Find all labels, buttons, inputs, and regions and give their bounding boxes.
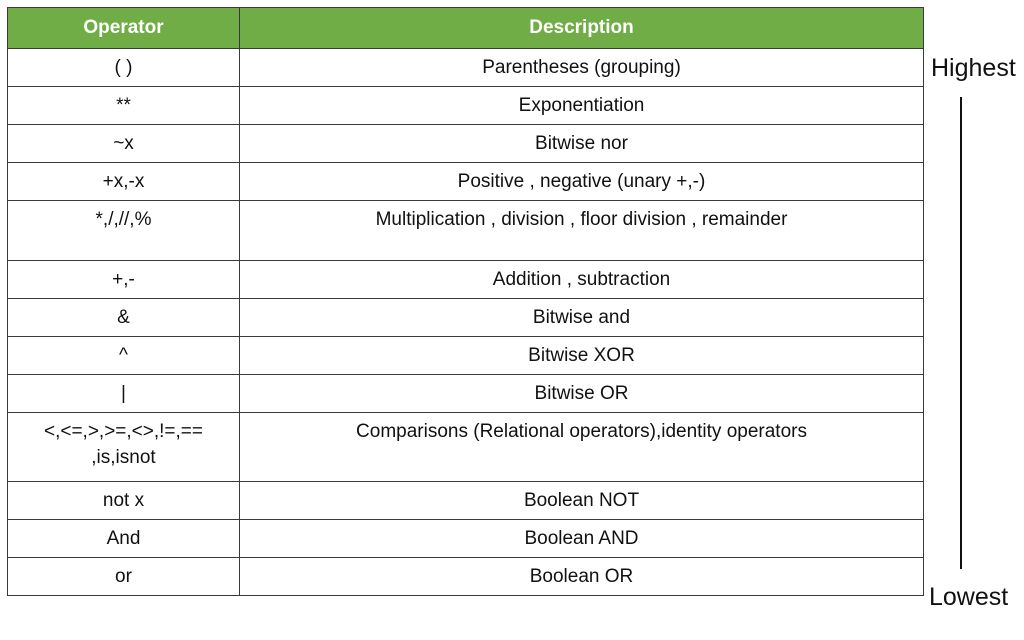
- operator-column-header: Operator: [8, 8, 240, 49]
- highest-precedence-label: Highest: [931, 54, 1016, 82]
- operator-cell: ~x: [8, 125, 240, 163]
- description-cell: Exponentiation: [240, 87, 924, 125]
- description-cell: Bitwise OR: [240, 375, 924, 413]
- description-cell: Positive , negative (unary +,-): [240, 163, 924, 201]
- table-row: [8, 49, 924, 87]
- table-row: [8, 261, 924, 299]
- table-row: [8, 520, 924, 558]
- precedence-scale-line: [960, 97, 962, 569]
- description-cell: Addition , subtraction: [240, 261, 924, 299]
- operator-cell: ^: [8, 337, 240, 375]
- description-cell: Multiplication , division , floor division , remainder: [240, 201, 924, 261]
- operator-cell: not x: [8, 482, 240, 520]
- table-row: [8, 375, 924, 413]
- operator-precedence-table: [7, 7, 924, 596]
- description-cell: Bitwise and: [240, 299, 924, 337]
- description-cell: Boolean NOT: [240, 482, 924, 520]
- operator-cell: <,<=,>,>=,<>,!=,== ,is,isnot: [8, 413, 240, 482]
- table-row: [8, 558, 924, 596]
- table-row: [8, 482, 924, 520]
- operator-cell: |: [8, 375, 240, 413]
- operator-cell: +,-: [8, 261, 240, 299]
- table-row: [8, 87, 924, 125]
- operator-cell: *,/,//,%: [8, 201, 240, 261]
- table-row: [8, 163, 924, 201]
- operator-cell: ( ): [8, 49, 240, 87]
- description-cell: Comparisons (Relational operators),identity operators: [240, 413, 924, 482]
- table-row: [8, 201, 924, 261]
- description-column-header: Description: [240, 8, 924, 49]
- description-cell: Bitwise nor: [240, 125, 924, 163]
- table-row: [8, 337, 924, 375]
- table-row: [8, 125, 924, 163]
- operator-cell: &: [8, 299, 240, 337]
- operator-cell: or: [8, 558, 240, 596]
- operator-cell: +x,-x: [8, 163, 240, 201]
- operator-cell: **: [8, 87, 240, 125]
- table-row: [8, 413, 924, 482]
- description-cell: Bitwise XOR: [240, 337, 924, 375]
- description-cell: Boolean OR: [240, 558, 924, 596]
- table-header-row: [8, 8, 924, 49]
- description-cell: Boolean AND: [240, 520, 924, 558]
- operator-cell: And: [8, 520, 240, 558]
- table-row: [8, 299, 924, 337]
- description-cell: Parentheses (grouping): [240, 49, 924, 87]
- lowest-precedence-label: Lowest: [929, 583, 1009, 611]
